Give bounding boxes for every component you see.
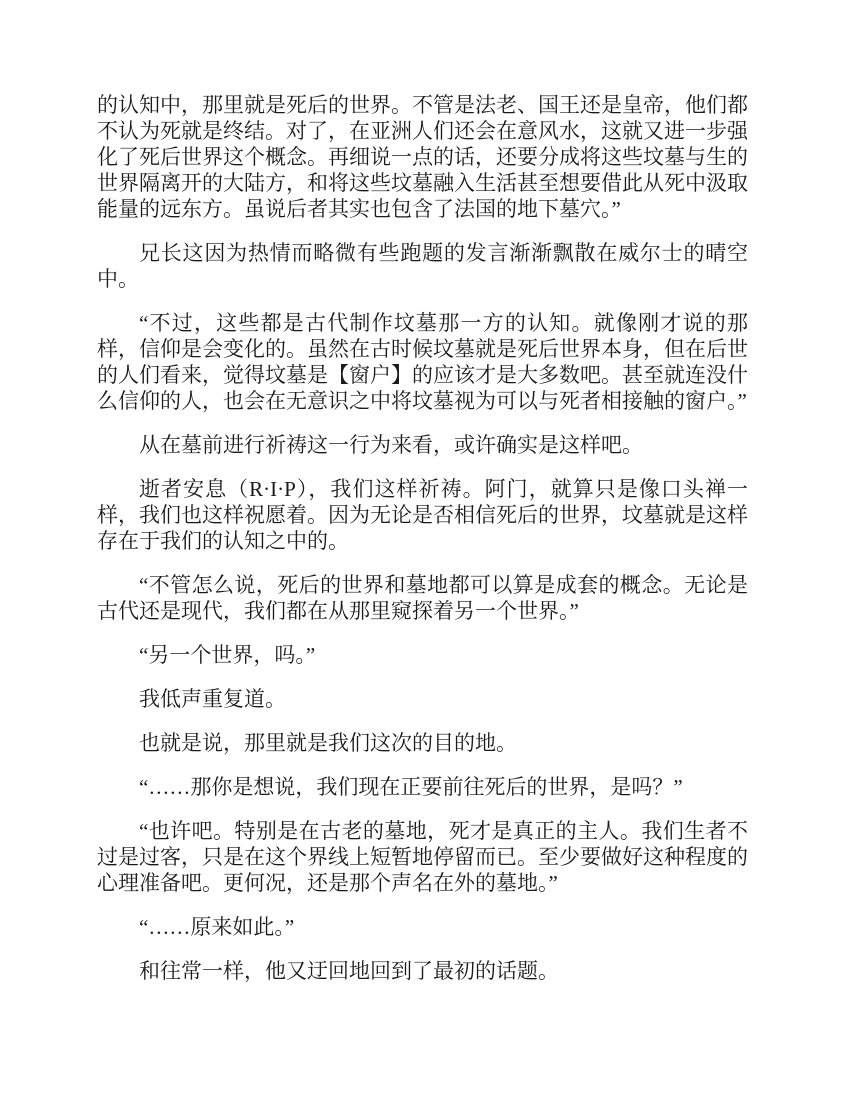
paragraph-dialogue: “也许吧。特别是在古老的墓地，死才是真正的主人。我们生者不过是过客，只是在这个界线上短暂地停留而已。至少要做好这种程度的心理准备吧。更何况，还是那个声名在外的墓地。” bbox=[97, 819, 748, 895]
paragraph-dialogue: “不管怎么说，死后的世界和墓地都可以算是成套的概念。无论是古代还是现代，我们都在从那里窥探着另一个世界。” bbox=[97, 573, 748, 623]
paragraph: 我低声重复道。 bbox=[139, 687, 286, 711]
paragraph-dialogue: “另一个世界，吗。” bbox=[139, 643, 316, 667]
paragraph-dialogue: “……那你是想说，我们现在正要前往死后的世界，是吗？” bbox=[139, 775, 683, 799]
paragraph: 兄长这因为热情而略微有些跑题的发言渐渐飘散在威尔士的晴空中。 bbox=[97, 241, 748, 291]
paragraph-dialogue: “……原来如此。” bbox=[139, 915, 295, 939]
paragraph-dialogue: “不过，这些都是古代制作坟墓那一方的认知。就像刚才说的那样，信仰是会变化的。虽然在古时候坟墓就是死后世界本身，但在后世的人们看来，觉得坟墓是【窗户】的应该才是大多数吧。甚至就连没什么信仰的人，也会在无意识之中将坟墓视为可以与死者相接触的窗户。” bbox=[97, 311, 748, 413]
paragraph-continuation: 的认知中，那里就是死后的世界。不管是法老、国王还是皇帝，他们都不认为死就是终结。对了，在亚洲人们还会在意风水，这就又进一步强化了死后世界这个概念。再细说一点的话，还要分成将这些坟墓与生的世界隔离开的大陆方，和将这些坟墓融入生活甚至想要借此从死中汲取能量的远东方。虽说后者其实也包含了法国的地下墓穴。” bbox=[97, 93, 748, 221]
paragraph: 也就是说，那里就是我们这次的目的地。 bbox=[139, 731, 517, 755]
paragraph: 逝者安息（R·I·P），我们这样祈祷。阿门，就算只是像口头禅一样，我们也这样祝愿着。因为无论是否相信死后的世界，坟墓就是这样存在于我们的认知之中的。 bbox=[97, 477, 748, 553]
paragraph: 和往常一样，他又迂回地回到了最初的话题。 bbox=[139, 959, 559, 983]
paragraph: 从在墓前进行祈祷这一行为来看，或许确实是这样吧。 bbox=[139, 433, 643, 457]
